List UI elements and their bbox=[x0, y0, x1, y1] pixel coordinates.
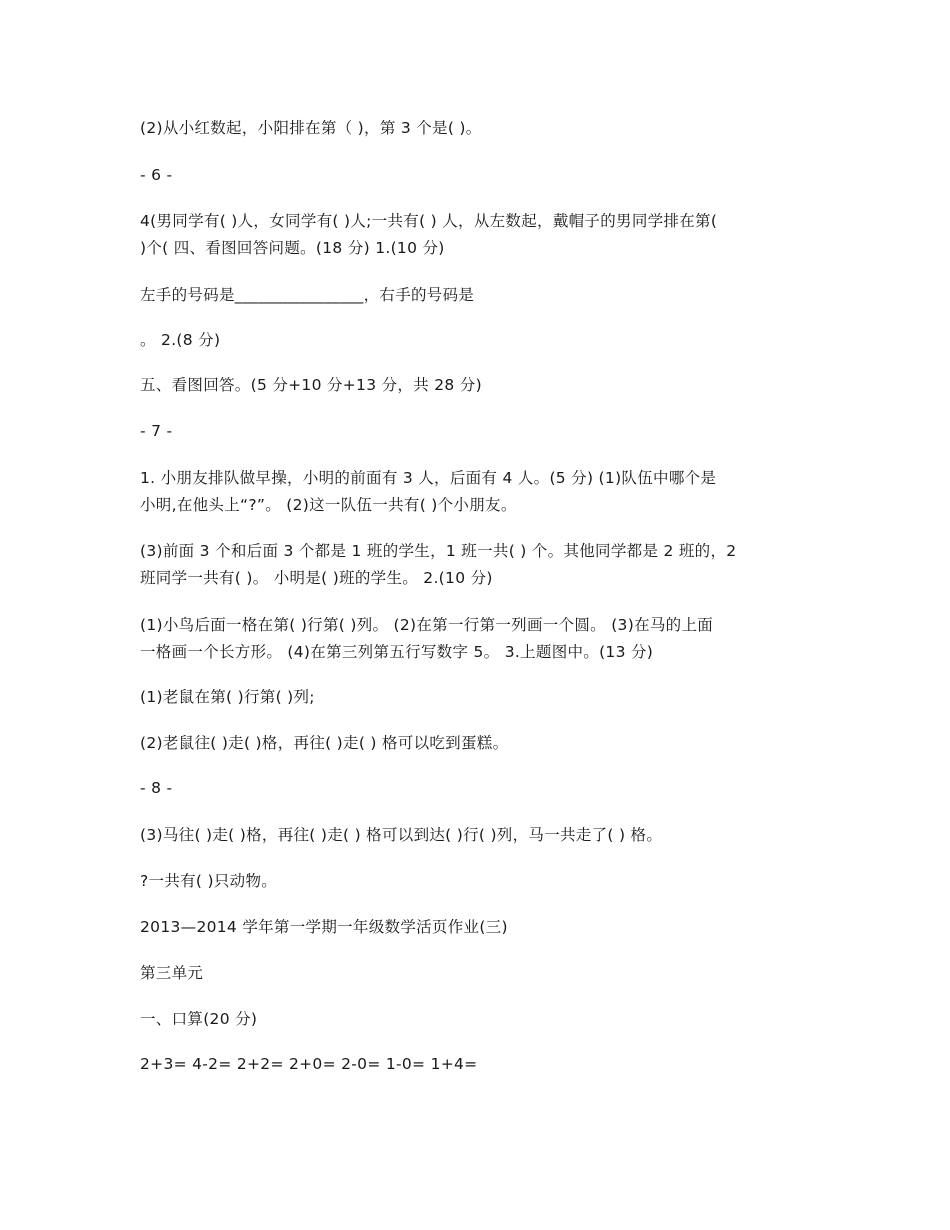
question-line: 班同学一共有( )。 小明是( )班的学生。 2.(10 分) bbox=[140, 569, 493, 587]
question-line: (1)老鼠在第( )行第( )列; bbox=[140, 688, 315, 706]
question-line: (3)马往( )走( )格，再往( )走( ) 格可以到达( )行( )列，马一共走了( ) 格。 bbox=[140, 826, 663, 844]
page-number: - 6 - bbox=[140, 166, 173, 184]
question-line: ?一共有( )只动物。 bbox=[140, 872, 278, 890]
question-line: 4(男同学有( )人，女同学有( )人;一共有( ) 人，从左数起，戴帽子的男同学排在第( bbox=[140, 212, 718, 230]
question-line: 一格画一个长方形。 (4)在第三列第五行写数字 5。 3.上题图中。(13 分) bbox=[140, 643, 654, 661]
unit-heading: 第三单元 bbox=[140, 964, 204, 982]
section-heading: 一、口算(20 分) bbox=[140, 1010, 258, 1028]
document-title: 2013—2014 学年第一学期一年级数学活页作业(三) bbox=[140, 918, 508, 936]
page-number: - 7 - bbox=[140, 422, 173, 440]
question-line: 1. 小朋友排队做早操，小明的前面有 3 人，后面有 4 人。(5 分) (1)队伍中哪个是 bbox=[140, 469, 717, 487]
question-line: 左手的号码是________________，右手的号码是 bbox=[140, 286, 475, 304]
arithmetic-line: 2+3= 4-2= 2+2= 2+0= 2-0= 1-0= 1+4= bbox=[140, 1055, 478, 1073]
question-line: (2)从小红数起，小阳排在第（ )，第 3 个是( )。 bbox=[140, 119, 482, 137]
question-line: (3)前面 3 个和后面 3 个都是 1 班的学生，1 班一共( ) 个。其他同学都是 2 班的，2 bbox=[140, 542, 737, 560]
section-heading: 五、看图回答。(5 分+10 分+13 分，共 28 分) bbox=[140, 376, 482, 394]
page-number: - 8 - bbox=[140, 779, 173, 797]
question-line: 。 2.(8 分) bbox=[140, 331, 221, 349]
question-line: )个( 四、看图回答问题。(18 分) 1.(10 分) bbox=[140, 239, 445, 257]
question-line: (2)老鼠往( )走( )格，再往( )走( ) 格可以吃到蛋糕。 bbox=[140, 734, 509, 752]
question-line: 小明,在他头上“?”。 (2)这一队伍一共有( )个小朋友。 bbox=[140, 496, 517, 514]
question-line: (1)小鸟后面一格在第( )行第( )列。 (2)在第一行第一列画一个圆。 (3)在马的上面 bbox=[140, 616, 714, 634]
